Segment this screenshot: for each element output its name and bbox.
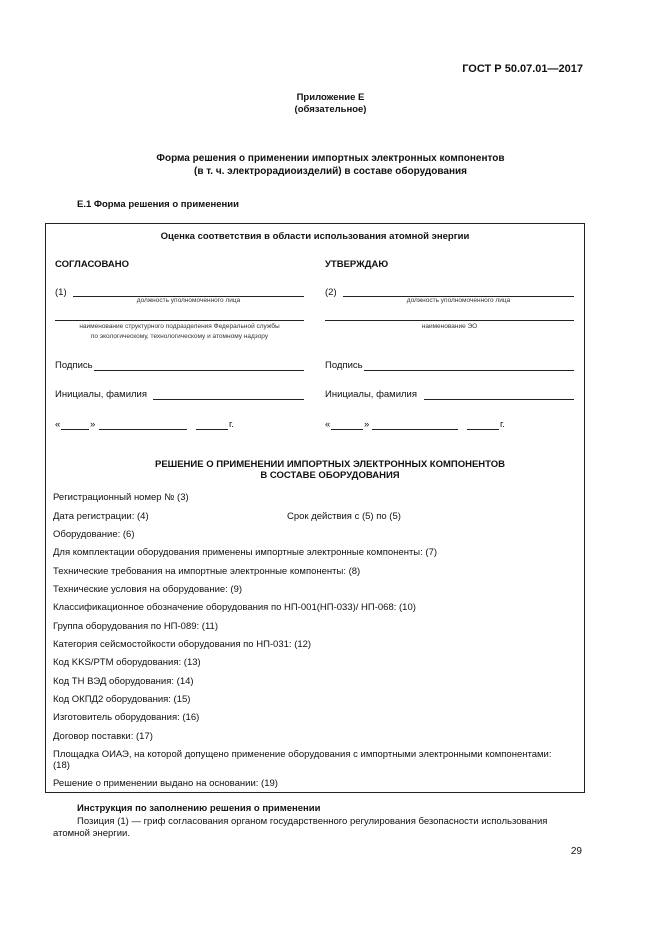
- left-org-caption-1: наименование структурного подразделения Федеральной службы: [79, 323, 280, 330]
- field-site-number: (18): [53, 760, 70, 771]
- right-initials-label: Инициалы, фамилия: [325, 389, 417, 400]
- field-supply-contract: Договор поставки: (17): [53, 731, 153, 742]
- instruction-line-1: Позиция (1) — гриф согласования органом государственного регулирования безопасности использования: [77, 816, 548, 827]
- doc-title-line-1: Форма решения о применении импортных электронных компонентов: [156, 153, 505, 164]
- right-signature-label: Подпись: [325, 360, 363, 371]
- left-day-line[interactable]: [61, 429, 89, 430]
- field-equipment-group: Группа оборудования по НП-089: (11): [53, 621, 218, 632]
- doc-title-line-2: (в т. ч. электрорадиоизделий) в составе оборудования: [193, 166, 467, 177]
- left-signature-label: Подпись: [55, 360, 93, 371]
- section-title: Е.1 Форма решения о применении: [77, 199, 239, 210]
- left-month-line[interactable]: [99, 429, 187, 430]
- field-validity: Срок действия с (5) по (5): [287, 511, 401, 522]
- form-heading: Оценка соответствия в области использования атомной энергии: [160, 231, 470, 242]
- left-org-line[interactable]: [55, 320, 304, 321]
- right-signature-line[interactable]: [364, 370, 574, 371]
- right-org-caption: наименование ЭО: [421, 323, 478, 330]
- left-quote-close: »: [90, 419, 96, 430]
- left-year-line[interactable]: [196, 429, 228, 430]
- right-day-line[interactable]: [331, 429, 363, 430]
- field-decision-basis: Решение о применении выдано на основании: (19): [53, 778, 278, 789]
- field-tn-ved-code: Код ТН ВЭД оборудования: (14): [53, 676, 194, 687]
- field-technical-conditions: Технические условия на оборудование: (9): [53, 584, 243, 595]
- page-number: 29: [570, 846, 582, 857]
- confirm-label: УТВЕРЖДАЮ: [325, 259, 389, 270]
- field-site: Площадка ОИАЭ, на которой допущено применение оборудования с импортными электронными компонентами:: [53, 749, 552, 760]
- field-classification: Классификационное обозначение оборудования по НП-001(НП-033)/ НП-068: (10): [53, 602, 416, 613]
- form-frame: [45, 223, 585, 793]
- appendix-subtitle: (обязательное): [294, 104, 367, 115]
- left-signature-line[interactable]: [94, 370, 304, 371]
- instruction-line-2: атомной энергии.: [53, 828, 130, 839]
- left-year-suffix: г.: [229, 419, 234, 430]
- right-year-suffix: г.: [500, 419, 505, 430]
- field-equipment: Оборудование: (6): [53, 529, 135, 540]
- right-quote-open: «: [325, 419, 331, 430]
- right-quote-close: »: [364, 419, 370, 430]
- left-quote-open: «: [55, 419, 61, 430]
- left-position-number: (1): [55, 287, 67, 298]
- right-year-line[interactable]: [467, 429, 499, 430]
- right-initials-line[interactable]: [424, 399, 574, 400]
- field-seismic-category: Категория сейсмостойкости оборудования по НП-031: (12): [53, 639, 312, 650]
- standard-code: ГОСТ Р 50.07.01—2017: [462, 63, 583, 75]
- field-manufacturer: Изготовитель оборудования: (16): [53, 712, 200, 723]
- field-okpd2-code: Код ОКПД2 оборудования: (15): [53, 694, 191, 705]
- right-position-caption: должность уполномоченного лица: [406, 297, 511, 304]
- field-registration-number: Регистрационный номер № (3): [53, 492, 189, 503]
- right-month-line[interactable]: [372, 429, 458, 430]
- instruction-title: Инструкция по заполнению решения о применении: [77, 803, 321, 814]
- left-org-caption-2: по экологическому, технологическому и атомному надзору: [90, 333, 269, 340]
- appendix-title: Приложение Е: [296, 92, 365, 103]
- left-initials-line[interactable]: [153, 399, 304, 400]
- right-position-number: (2): [325, 287, 337, 298]
- left-position-caption: должность уполномоченного лица: [136, 297, 241, 304]
- decision-title-line-1: РЕШЕНИЕ О ПРИМЕНЕНИИ ИМПОРТНЫХ ЭЛЕКТРОННЫХ КОМПОНЕНТОВ: [155, 459, 505, 470]
- field-components: Для комплектации оборудования применены импортные электронные компоненты: (7): [53, 547, 438, 558]
- left-initials-label: Инициалы, фамилия: [55, 389, 147, 400]
- right-org-line[interactable]: [325, 320, 574, 321]
- field-kks-code: Код KKS/PTM оборудования: (13): [53, 657, 201, 668]
- field-component-requirements: Технические требования на импортные электронные компоненты: (8): [53, 566, 361, 577]
- approved-label: СОГЛАСОВАНО: [55, 259, 129, 270]
- field-registration-date: Дата регистрации: (4): [53, 511, 149, 522]
- decision-title-line-2: В СОСТАВЕ ОБОРУДОВАНИЯ: [260, 470, 400, 481]
